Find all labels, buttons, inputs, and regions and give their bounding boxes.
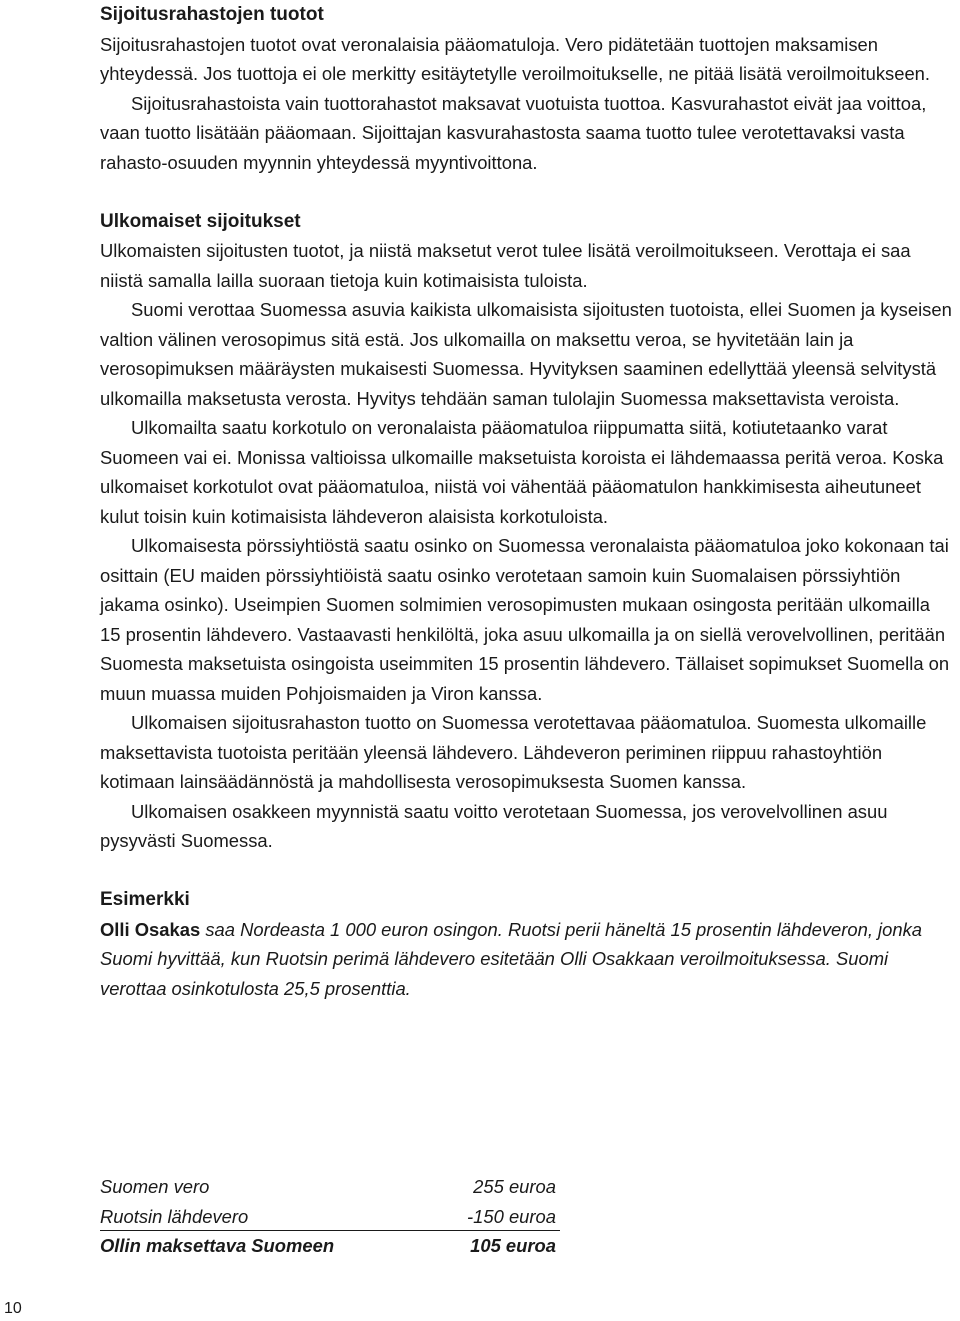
- paragraph: Ulkomaisesta pörssiyhtiöstä saatu osinko on Suomessa veronalaista pääomatuloa joko kokonaan tai osittain (EU maiden pörssiyhtiöistä saatu osinko verotetaan samoin kuin Suomalaisen pörssiyhtiön jakama osinko). Useimpien Suomen solmimien verosopimusten mukaan osingosta peritään ulkomailla 15 prosentin lähdevero. Vastaavasti henkilöltä, joka asuu ulkomailla ja on siellä verovelvollinen, peritään Suomesta maksetuista osingoista useimmiten 15 prosentin lähdevero. Tällaiset sopimukset Suomella on muun muassa muiden Pohjoismaiden ja Viron kanssa.: [100, 535, 950, 704]
- calc-label: Suomen vero: [100, 1176, 210, 1197]
- calc-row: [100, 1202, 560, 1232]
- calc-row: [100, 1172, 560, 1202]
- calc-total-row: [100, 1231, 560, 1261]
- example-text: saa Nordeasta 1 000 euron osingon. Ruotsi perii häneltä 15 prosentin lähdeveron, jonka Suomi hyvittää, kun Ruotsin perimä lähdevero esitetään Olli Osakkaan veroilmoituksessa. Suomi verottaa osinkotulosta 25,5 prosenttia.: [100, 918, 923, 999]
- calc-amount: 255 euroa: [473, 1176, 556, 1197]
- calc-label: Ollin maksettava Suomeen: [100, 1235, 335, 1256]
- document-page: [100, 0, 952, 1003]
- paragraph: Sijoitusrahastoista vain tuottorahastot maksavat vuotuista tuottoa. Kasvurahastot eivät jaa voittoa, vaan tuotto lisätään pääomaan. Sijoittajan kasvurahastosta saama tuotto tulee verotettavaksi vasta rahasto-osuuden myynnin yhteydessä myyntivoittona.: [100, 92, 927, 173]
- example-paragraph: [100, 915, 952, 1004]
- tax-calculation: [100, 1172, 560, 1261]
- section-heading: Ulkomaiset sijoitukset: [100, 210, 301, 232]
- section-example: [100, 885, 952, 1003]
- section-heading: Sijoitusrahastojen tuotot: [100, 4, 324, 25]
- section-foreign-investments: [100, 207, 952, 856]
- section-investment-funds: [100, 0, 952, 177]
- paragraph: Sijoitusrahastojen tuotot ovat veronalaisia pääomatuloja. Vero pidätetään tuottojen maksamisen yhteydessä. Jos tuottoja ei ole merkitty esitäytetylle veroilmoitukselle, ne pitää lisätä veroilmoitukseen.: [100, 33, 931, 84]
- paragraph: Ulkomaisen osakkeen myynnistä saatu voitto verotetaan Suomessa, jos verovelvollinen asuu pysyvästi Suomessa.: [100, 800, 888, 851]
- page-number: 10: [4, 1300, 22, 1317]
- calc-label: Ruotsin lähdevero: [100, 1205, 249, 1227]
- paragraph: Ulkomaisten sijoitusten tuotot, ja niistä maksetut verot tulee lisätä veroilmoitukseen. Verottaja ei saa niistä samalla lailla suoraan tietoja kuin kotimaisista tuloista.: [100, 240, 911, 291]
- paragraph: Ulkomaisen sijoitusrahaston tuotto on Suomessa verotettavaa pääomatuloa. Suomesta ulkomaille maksettavista tuotoista peritään yleensä lähdevero. Lähdeveron periminen riippuu rahastoyhtiön kotimaan lainsäädännöstä ja mahdollisesta verosopimuksesta Suomen kanssa.: [100, 712, 927, 792]
- paragraph: Suomi verottaa Suomessa asuvia kaikista ulkomaisista sijoitusten tuotoista, ellei Suomen ja kyseisen valtion välinen verosopimus sitä estä. Jos ulkomailla on maksettu veroa, se hyvitetään lain ja verosopimuksen määräysten mukaisesti Suomessa. Hyvityksen saaminen edellyttää yleensä selvitystä ulkomailla maksetusta verosta. Hyvitys tehdään saman tulolajin Suomessa maksettavista veroista.: [100, 299, 952, 409]
- paragraph: Ulkomailta saatu korkotulo on veronalaista pääomatuloa riippumatta siitä, kotiutetaanko varat Suomeen vai ei. Monissa valtioissa ulkomaille maksetuista koroista ei lähdemaassa peritä veroa. Koska ulkomaiset korkotulot ovat pääomatuloa, niistä voi vähentää pääomatulon hankkimisesta aiheutuneet kulut toisin kuin kotimaisista lähdeveron alaisista korkotuloista.: [100, 417, 944, 527]
- calc-amount: 105 euroa: [470, 1235, 556, 1256]
- example-person-name: Olli Osakas: [100, 918, 201, 940]
- calc-amount: -150 euroa: [467, 1205, 556, 1227]
- section-heading: Esimerkki: [100, 889, 190, 910]
